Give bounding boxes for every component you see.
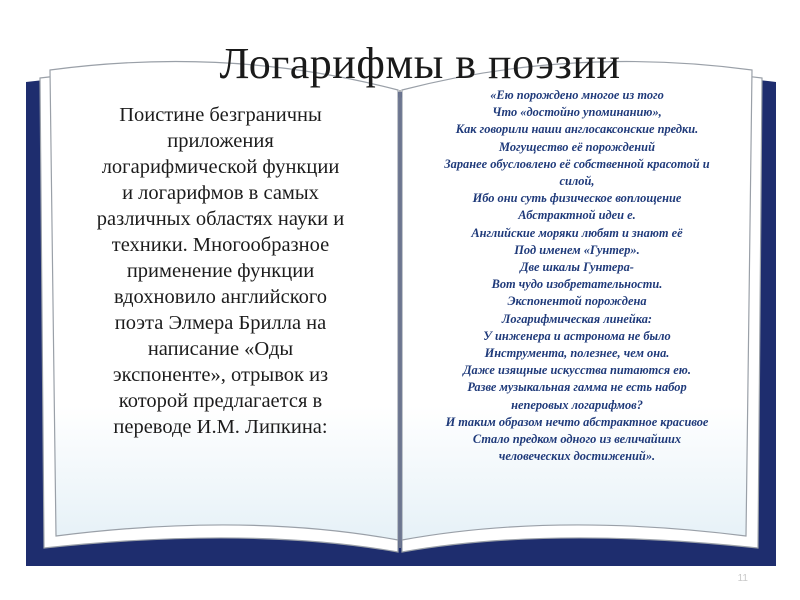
poem-line: Заранее обусловлено её собственной красотой и — [444, 156, 710, 171]
left-text-line: Поистине безграничны — [119, 104, 322, 126]
left-text-line: вдохновило английского — [113, 286, 328, 308]
poem-line: Английские моряки любят и знают её — [471, 225, 683, 240]
left-text-line: написание «Оды — [147, 338, 294, 360]
poem-line: «Ею порождено многое из того — [490, 88, 664, 102]
poem-line: Две шкалы Гунтера- — [520, 260, 634, 275]
poem-line: Вот чудо изобретательности. — [491, 277, 663, 292]
left-text-line: приложения — [167, 130, 274, 152]
poem-line: человеческих достижений». — [498, 449, 656, 464]
poem-line: Как говорили наши англосаксонские предки. — [455, 122, 699, 137]
poem-line: Логарифмическая линейка: — [501, 311, 653, 326]
poem-line: силой, — [559, 174, 595, 189]
poem-line: Что «достойно упоминанию», — [492, 105, 662, 120]
poem-line: Даже изящные искусства питаются ею. — [463, 363, 691, 378]
left-text-line: которой предлагается в — [118, 390, 323, 412]
poem-line: Разве музыкальная гамма не есть набор — [467, 380, 687, 395]
poem-line: неперовых логарифмов? — [511, 397, 643, 412]
poem-line: Ибо они суть физическое воплощение — [472, 191, 682, 206]
poem-line: Экспонентой порождена — [507, 294, 647, 309]
left-text-line: переводе И.М. Липкина: — [113, 416, 328, 438]
poem-line: У инженера и астронома не было — [483, 328, 671, 343]
poem-line: Под именем «Гунтер». — [514, 242, 640, 257]
left-text-line: поэта Элмера Брилла на — [114, 312, 327, 334]
poem-line: Абстрактной идеи е. — [518, 208, 636, 223]
left-text-line: экспоненте», отрывок из — [112, 364, 329, 386]
poem-line: Могущество её порождений — [499, 139, 655, 154]
slide-number: 11 — [737, 573, 748, 584]
left-text-line: техники. Многообразное — [111, 234, 330, 256]
left-text-line: логарифмической функции — [101, 156, 340, 178]
left-page-text — [58, 102, 383, 440]
left-text-line: и логарифмов в самых — [122, 182, 319, 204]
slide-title: Логарифмы в поэзии — [219, 39, 621, 88]
poem-line: Инструмента, полезнее, чем она. — [484, 346, 670, 361]
poem-line: И таким образом нечто абстрактное красивое — [445, 414, 709, 429]
poem-line: Стало предком одного из величайших — [472, 432, 682, 447]
left-text-line: различных областях науки и — [96, 208, 345, 230]
left-text-line: применение функции — [126, 260, 315, 282]
right-page-poem — [404, 87, 750, 465]
